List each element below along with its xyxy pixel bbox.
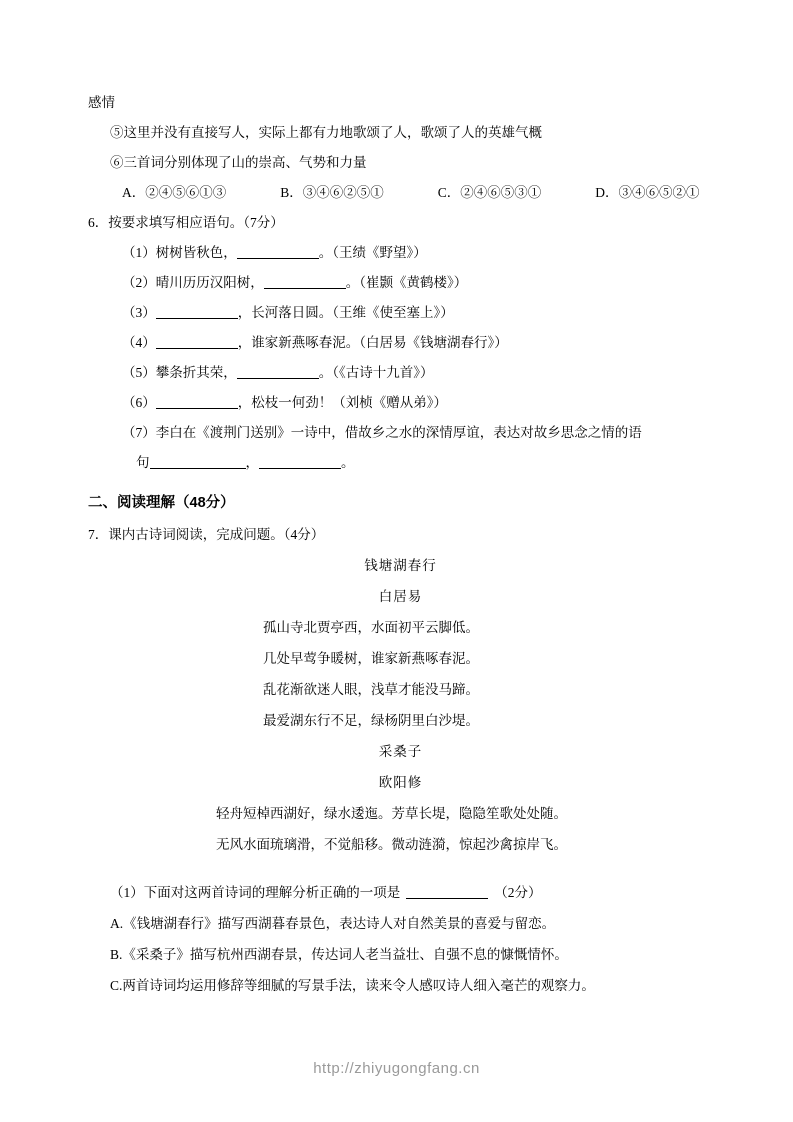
q6-item-2-blank[interactable] bbox=[264, 274, 346, 289]
q6-item-5-number: （5） bbox=[122, 365, 156, 380]
q6-item-2-pre: 晴川历历汉阳树， bbox=[155, 275, 264, 290]
option-c: C．②④⑥⑤③① bbox=[437, 185, 542, 200]
q6-item-3-blank[interactable] bbox=[156, 304, 238, 319]
q6-item-3 bbox=[88, 298, 713, 328]
list-item-6: ⑥三首词分别体现了山的崇高、气势和力量 bbox=[110, 155, 367, 170]
continued-text: 感情 bbox=[88, 95, 115, 110]
poem-1-title-text: 钱塘湖春行 bbox=[364, 558, 437, 573]
q6-item-5 bbox=[88, 358, 713, 388]
q6-item-7-post: 。 bbox=[341, 455, 355, 470]
q6-item-5-post: 。（《古诗十九首》） bbox=[318, 365, 434, 380]
q6-item-1-blank[interactable] bbox=[237, 244, 319, 259]
option-d: D．③④⑥⑤②① bbox=[595, 185, 700, 200]
q6-item-1 bbox=[88, 238, 713, 268]
question-6-stem: 6．按要求填写相应语句。（7分） bbox=[88, 215, 284, 230]
spacer bbox=[88, 860, 713, 878]
poem-1-line-3: 乱花渐欲迷人眼，浅草才能没马蹄。 bbox=[263, 682, 479, 697]
q6-item-5-blank[interactable] bbox=[237, 364, 319, 379]
poem-1-title bbox=[88, 550, 713, 581]
poem-1-author bbox=[88, 581, 713, 612]
q6-item-7-line1: （7）李白在《渡荆门送别》一诗中，借故乡之水的深情厚谊，表达对故乡思念之情的语 bbox=[122, 425, 642, 440]
q6-item-7-line2: 句 ， 。 bbox=[136, 455, 355, 470]
poem-2-line-1: 轻舟短棹西湖好，绿水逶迤。芳草长堤，隐隐笙歌处处随。 bbox=[216, 806, 567, 821]
q7-choice-b: B.《采桑子》描写杭州西湖春景，传达词人老当益壮、自强不息的慷慨情怀。 bbox=[110, 947, 568, 962]
q6-item-1-number: （1） bbox=[122, 245, 156, 260]
page-content bbox=[88, 88, 713, 1001]
list-item-5: ⑤这里并没有直接写人，实际上都有力地歌颂了人，歌颂了人的英雄气概 bbox=[110, 125, 542, 140]
section-heading-2: 二、阅读理解（48分） bbox=[88, 495, 235, 511]
poem-1-line-4: 最爱湖东行不足，绿杨阴里白沙堤。 bbox=[263, 713, 479, 728]
poem-2-title bbox=[88, 736, 713, 767]
q6-item-5-pre: 攀条折其荣， bbox=[155, 365, 237, 380]
q6-item-6 bbox=[88, 388, 713, 418]
q6-item-6-number: （6） bbox=[122, 395, 156, 410]
poem-1-line-2: 几处早莺争暖树，谁家新燕啄春泥。 bbox=[263, 651, 479, 666]
option-a: A．②④⑤⑥①③ bbox=[122, 185, 227, 200]
q6-item-4-blank[interactable] bbox=[156, 334, 238, 349]
q7-choice-a: A.《钱塘湖春行》描写西湖暮春景色，表达诗人对自然美景的喜爱与留恋。 bbox=[110, 916, 556, 931]
q6-item-3-number: （3） bbox=[122, 305, 156, 320]
q6-item-4-number: （4） bbox=[122, 335, 156, 350]
poem-1-author-text: 白居易 bbox=[378, 589, 423, 604]
option-b: B．③④⑥②⑤① bbox=[280, 185, 384, 200]
q7-choice-c: C.两首诗词均运用修辞等细腻的写景手法，读来令人感叹诗人细入毫芒的观察力。 bbox=[110, 978, 595, 993]
q6-item-2 bbox=[88, 268, 713, 298]
q6-item-4 bbox=[88, 328, 713, 358]
poem-2-line-2: 无风水面琉璃滑，不觉船移。微动涟漪，惊起沙禽掠岸飞。 bbox=[216, 837, 567, 852]
poem-2-author-text: 欧阳修 bbox=[378, 775, 423, 790]
q7-sub1-score: （2分） bbox=[494, 885, 542, 900]
question-7-stem: 7．课内古诗词阅读，完成问题。（4分） bbox=[88, 527, 325, 542]
watermark: http://zhiyugongfang.cn bbox=[313, 1060, 480, 1077]
q6-item-2-number: （2） bbox=[122, 275, 156, 290]
q6-item-4-post: ，谁家新燕啄春泥。（白居易《钱塘湖春行》） bbox=[237, 335, 508, 350]
poem-1-line-1: 孤山寺北贾亭西，水面初平云脚低。 bbox=[263, 620, 479, 635]
q6-item-6-blank[interactable] bbox=[156, 394, 238, 409]
q6-item-1-post: 。（王绩《野望》） bbox=[318, 245, 427, 260]
answer-options bbox=[88, 178, 713, 208]
q6-item-2-post: 。（崔颢《黄鹤楼》） bbox=[345, 275, 468, 290]
q7-sub1-text: （1）下面对这两首诗词的理解分析正确的一项是 bbox=[110, 885, 401, 900]
q7-sub1-blank[interactable] bbox=[406, 884, 488, 899]
poem-2-title-text: 采桑子 bbox=[378, 744, 423, 759]
question-7-sub-1 bbox=[88, 878, 713, 908]
q6-item-7-blank-1[interactable] bbox=[150, 454, 246, 469]
q6-item-6-post: ，松枝一何劲！（刘桢《赠从弟》） bbox=[237, 395, 447, 410]
q6-item-1-pre: 树树皆秋色， bbox=[155, 245, 237, 260]
poem-2-author bbox=[88, 767, 713, 798]
q6-item-7-blank-2[interactable] bbox=[259, 454, 341, 469]
q6-item-7-label: 句 bbox=[136, 455, 150, 470]
q6-item-3-post: ，长河落日圆。（王维《使至塞上》） bbox=[237, 305, 454, 320]
